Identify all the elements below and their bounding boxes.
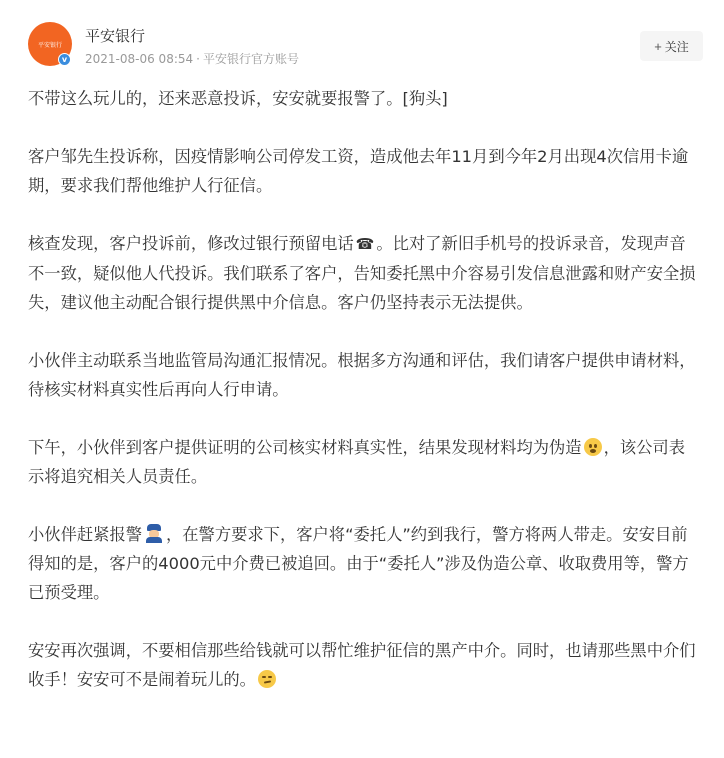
paragraph-7-text: 安安再次强调，不要相信那些给钱就可以帮忙维护征信的黑产中介。同时，也请那些黑中介们收手！安安可不是闹着玩儿的。 [28,641,696,689]
post-body [28,84,700,694]
post-timestamp: 2021-08-06 08:54 [85,52,194,66]
paragraph-3-part-1: 核查发现，客户投诉前，修改过银行预留电话 [28,234,354,253]
plus-icon: + [654,38,662,54]
smirk-face-icon [258,670,276,688]
paragraph-5-part-1: 下午，小伙伴到客户提供证明的公司核实材料真实性，结果发现材料均为伪造 [28,438,582,457]
brand-logo: 平安银行 [37,41,62,49]
verified-badge-icon: v [58,53,71,66]
paragraph-5-part-2: ，该公司表示将追究相关人员责任。 [28,438,685,486]
follow-label: 关注 [664,39,689,54]
paragraph-1: 不带这么玩儿的，还来恶意投诉，安安就要报警了。[狗头] [28,89,448,108]
post-meta [85,50,299,67]
paragraph-6-part-2: ，在警方要求下，客户将“委托人”约到我行，警方将两人带走。安安目前得知的是，客户的4000元中介费已被追回。由于“委托人”涉及伪造公章、收取费用等，警方已预受理。 [28,525,689,602]
paragraph-6 [28,520,700,607]
account-source: 平安银行官方账号 [202,52,299,66]
paragraph-6-part-1: 小伙伴赶紧报警 [28,525,142,544]
shocked-face-icon [584,438,602,456]
paragraph-3-part-2: 。比对了新旧手机号的投诉录音，发现声音不一致，疑似他人代投诉。我们联系了客户，告知委托黑中介容易引发信息泄露和财产安全损失，建议他主动配合银行提供黑中介信息。客户仍坚持表示无法提供。 [28,234,696,312]
telephone-icon: ☎ [355,235,375,253]
account-name[interactable]: 平安银行 [85,27,146,45]
paragraph-3 [28,229,700,317]
paragraph-2: 客户邹先生投诉称，因疫情影响公司停发工资，造成他去年11月到今年2月出现4次信用卡逾期，要求我们帮他维护人行征信。 [28,147,689,195]
meta-separator: · [196,52,200,66]
police-officer-icon [144,523,164,543]
follow-button[interactable] [640,31,703,61]
paragraph-4: 小伙伴主动联系当地监管局沟通汇报情况。根据多方沟通和评估，我们请客户提供申请材料，待核实材料真实性后再向人行申请。 [28,351,696,399]
paragraph-5 [28,433,700,491]
post-header [0,0,724,80]
paragraph-7 [28,636,700,694]
